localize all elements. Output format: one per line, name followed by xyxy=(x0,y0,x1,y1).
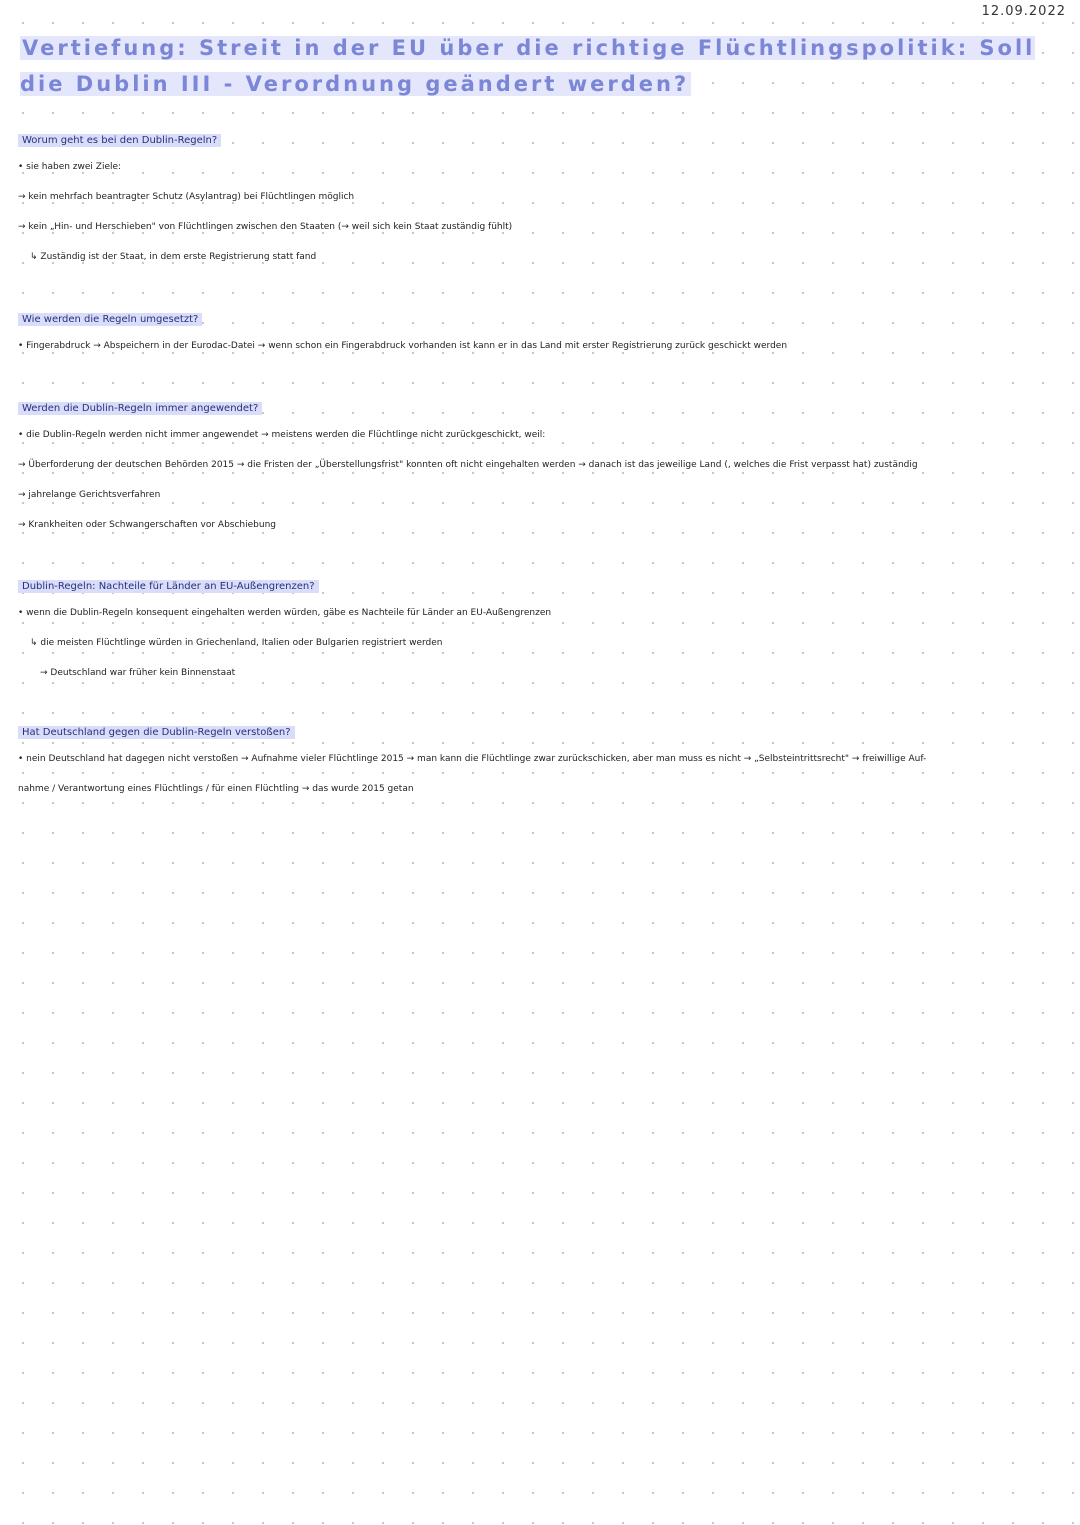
note-line: • wenn die Dublin-Regeln konsequent eingehalten werden würden, gäbe es Nachteile für Länder an EU-Außengrenzen xyxy=(18,608,552,618)
section-worum xyxy=(18,128,1068,281)
section-verstoss xyxy=(18,720,1068,813)
section-umsetzung xyxy=(18,307,1068,370)
note-line: → jahrelange Gerichtsverfahren xyxy=(18,490,161,500)
note-line: → Krankheiten oder Schwangerschaften vor Abschiebung xyxy=(18,520,276,530)
note-line: • sie haben zwei Ziele: xyxy=(18,162,122,172)
date-label: 12.09.2022 xyxy=(981,4,1066,19)
note-line: → kein „Hin- und Herschieben" von Flüchtlingen zwischen den Staaten (→ weil sich kein Staat zuständig fühlt) xyxy=(18,222,513,232)
section-heading: Werden die Dublin-Regeln immer angewendet? xyxy=(18,402,262,415)
note-line: nahme / Verantwortung eines Flüchtlings / für einen Flüchtling → das wurde 2015 getan xyxy=(18,784,414,794)
section-anwendung xyxy=(18,396,1068,549)
note-line: → kein mehrfach beantragter Schutz (Asylantrag) bei Flüchtlingen möglich xyxy=(18,192,355,202)
section-heading: Wie werden die Regeln umgesetzt? xyxy=(18,313,202,326)
page-title xyxy=(20,30,1050,102)
note-line: • Fingerabdruck → Abspeichern in der Eurodac-Datei → wenn schon ein Fingerabdruck vorhanden ist kann er in das Land mit erster Registrierung zurück geschickt werden xyxy=(18,341,788,351)
note-line: • die Dublin-Regeln werden nicht immer angewendet → meistens werden die Flüchtlinge nicht zurückgeschickt, weil: xyxy=(18,430,546,440)
page-title-text: Vertiefung: Streit in der EU über die richtige Flüchtlingspolitik: Soll die Dublin III - Verordnung geändert werden? xyxy=(20,36,1036,96)
note-line: → Deutschland war früher kein Binnenstaat xyxy=(40,668,236,678)
note-line: ↳ Zuständig ist der Staat, in dem erste Registrierung statt fand xyxy=(30,252,317,262)
note-line: • nein Deutschland hat dagegen nicht verstoßen → Aufnahme vieler Flüchtlinge 2015 → man kann die Flüchtlinge zwar zurückschicken, aber man muss es nicht → „Selbsteintrittsrecht" → freiwillige Auf- xyxy=(18,754,927,764)
section-heading: Hat Deutschland gegen die Dublin-Regeln verstoßen? xyxy=(18,726,295,739)
section-heading: Worum geht es bei den Dublin-Regeln? xyxy=(18,134,221,147)
section-heading: Dublin-Regeln: Nachteile für Länder an EU-Außengrenzen? xyxy=(18,580,319,593)
section-nachteile xyxy=(18,574,1068,697)
note-line: ↳ die meisten Flüchtlinge würden in Griechenland, Italien oder Bulgarien registriert werden xyxy=(30,638,443,648)
note-line: → Überforderung der deutschen Behörden 2015 → die Fristen der „Überstellungsfrist" konnten oft nicht eingehalten werden → danach ist das jeweilige Land (, welches die Frist verpasst hat) zuständig xyxy=(18,460,918,470)
